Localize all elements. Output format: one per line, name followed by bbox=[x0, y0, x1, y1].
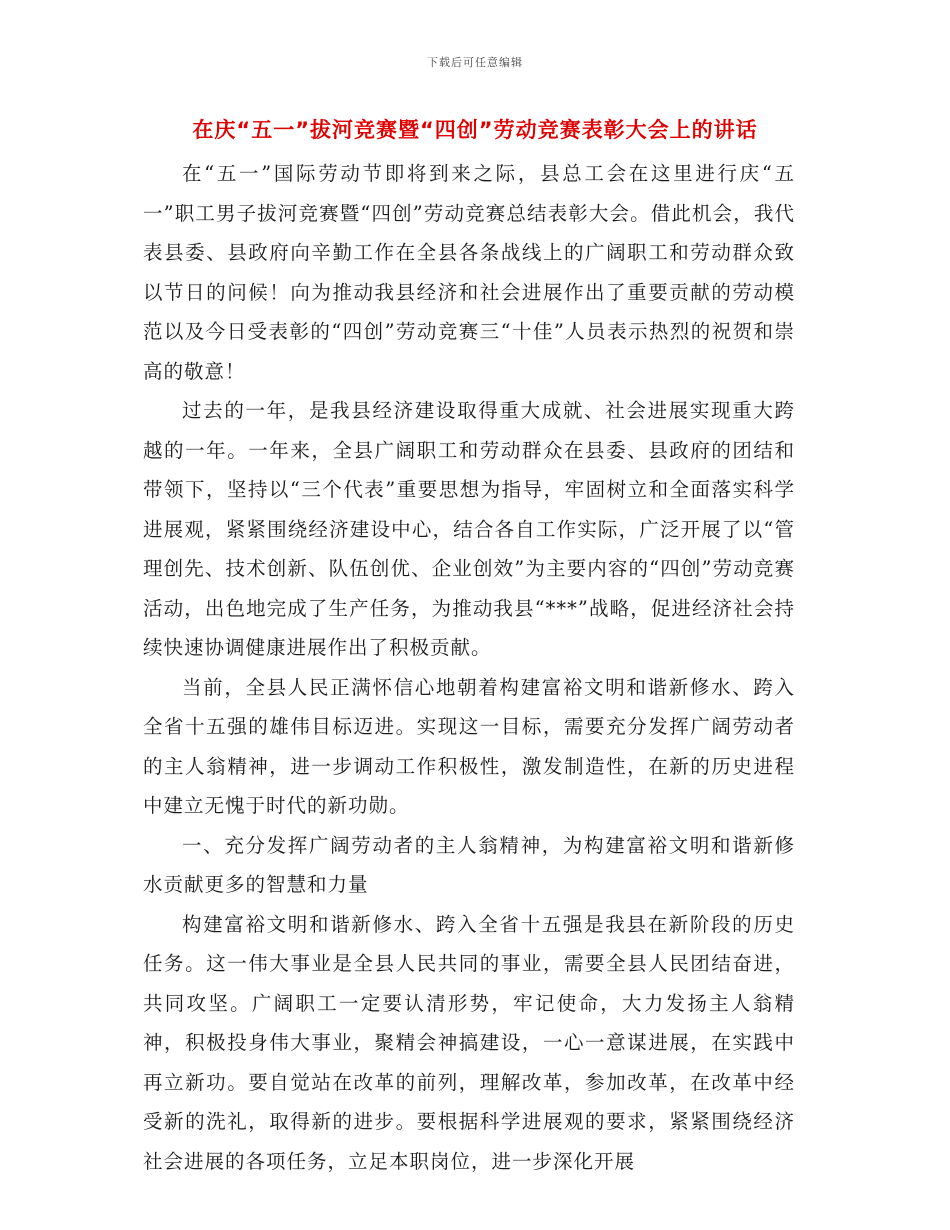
document-body bbox=[143, 154, 795, 1181]
paragraph-3: 当前，全县人民正满怀信心地朝着构建富裕文明和谐新修水、跨入全省十五强的雄伟目标迈进。实现这一目标，需要充分发挥广阔劳动者的主人翁精神，进一步调动工作积极性，激发制造性，在新的历史进程中建立无愧于时代的新功勋。 bbox=[143, 675, 795, 817]
paragraph-2: 过去的一年，是我县经济建设取得重大成就、社会进展实现重大跨越的一年。一年来，全县广阔职工和劳动群众在县委、县政府的团结和带领下，坚持以“三个代表”重要思想为指导，牢固树立和全面落实科学进展观，紧紧围绕经济建设中心，结合各自工作实际，广泛开展了以“管理创先、技术创新、队伍创优、企业创效”为主要内容的“四创”劳动竞赛活动，出色地完成了生产任务，为推动我县“***”战略，促进经济社会持续快速协调健康进展作出了积极贡献。 bbox=[143, 399, 795, 659]
section-heading-1: 一、充分发挥广阔劳动者的主人翁精神，为构建富裕文明和谐新修水贡献更多的智慧和力量 bbox=[143, 833, 795, 896]
document-title: 在庆“五一”拔河竞赛暨“四创”劳动竞赛表彰大会上的讲话 bbox=[192, 118, 758, 142]
header-note: 下载后可任意编辑 bbox=[427, 56, 523, 69]
paragraph-4: 构建富裕文明和谐新修水、跨入全省十五强是我县在新阶段的历史任务。这一伟大事业是全县人民共同的事业，需要全县人民团结奋进，共同攻坚。广阔职工一定要认清形势，牢记使命，大力发扬主人翁精神，积极投身伟大事业，聚精会神搞建设，一心一意谋进展，在实践中再立新功。要自觉站在改革的前列，理解改革，参加改革，在改革中经受新的洗礼，取得新的进步。要根据科学进展观的要求，紧紧围绕经济社会进展的各项任务，立足本职岗位，进一步深化开展 bbox=[143, 912, 795, 1173]
paragraph-1: 在“五一”国际劳动节即将到来之际，县总工会在这里进行庆“五一”职工男子拔河竞赛暨“四创”劳动竞赛总结表彰大会。借此机会，我代表县委、县政府向辛勤工作在全县各条战线上的广阔职工和劳动群众致以节日的问候！向为推动我县经济和社会进展作出了重要贡献的劳动模范以及今日受表彰的“四创”劳动竞赛三“十佳”人员表示热烈的祝贺和崇高的敬意！ bbox=[143, 162, 795, 383]
